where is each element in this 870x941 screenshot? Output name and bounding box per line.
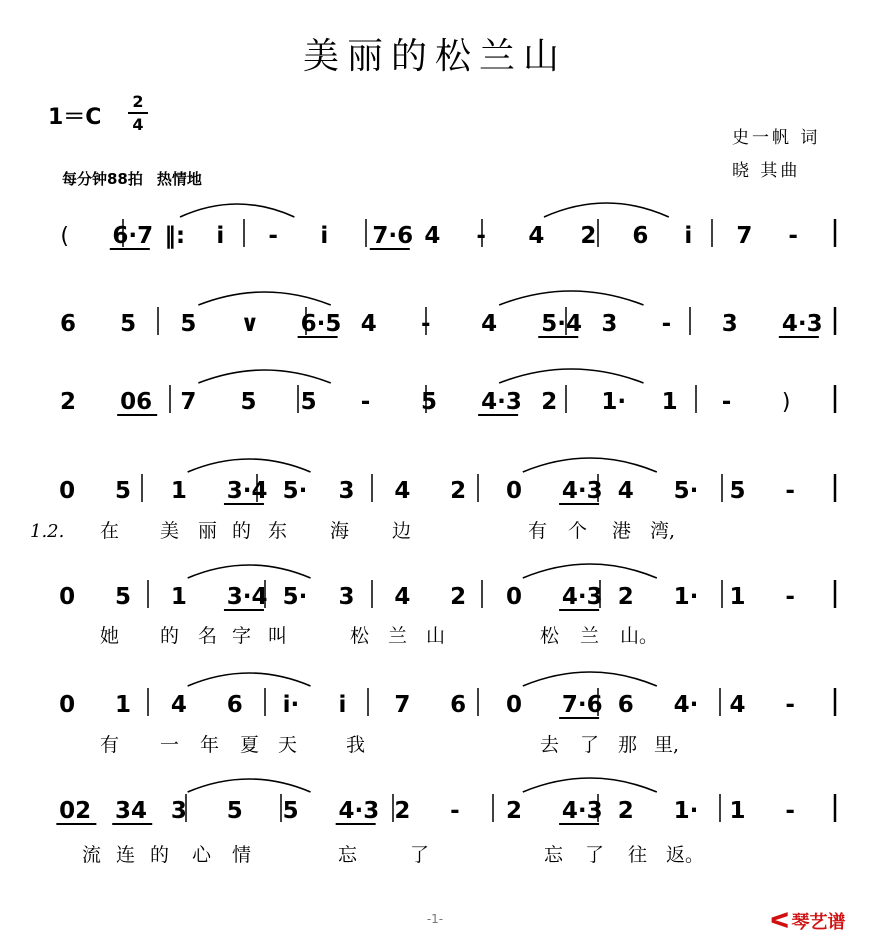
note-token: 5 <box>420 389 437 415</box>
lyric-char: 年 <box>200 734 220 756</box>
note-token: - <box>785 692 795 718</box>
meter-numerator: 2 <box>132 92 144 111</box>
note-token: i <box>338 692 347 718</box>
lyric-char: 松 <box>350 625 370 647</box>
note-token: - <box>788 223 798 249</box>
note-token: 4 <box>394 478 411 504</box>
score-row <box>59 564 835 647</box>
note-token: 0 <box>506 478 523 504</box>
slur-arc <box>188 459 311 472</box>
lyric-char: 东 <box>268 520 288 542</box>
note-token: ( <box>60 224 69 249</box>
slur-arc <box>544 203 669 217</box>
score-row <box>59 672 835 756</box>
note-token: 5·4 <box>541 311 583 337</box>
slur-arc <box>198 292 330 305</box>
note-token: 4 <box>729 692 746 718</box>
note-token: 7·6 <box>372 223 414 249</box>
slur-arc <box>188 673 311 686</box>
slur-arc <box>188 779 311 792</box>
page-number: -1- <box>426 912 444 926</box>
note-token: 4 <box>170 692 187 718</box>
note-token: 0 <box>59 584 76 610</box>
lyric-char: 忘 <box>544 844 564 866</box>
note-token: 4 <box>617 478 634 504</box>
lyric-char: 夏 <box>240 734 260 756</box>
note-token: 2 <box>617 584 634 610</box>
note-token: 2 <box>617 798 634 824</box>
note-token: 4 <box>528 223 545 249</box>
lyric-char: 湾, <box>650 520 676 542</box>
lyricist-credit: 史一帆 词 <box>732 128 821 148</box>
note-token: 1 <box>170 478 187 504</box>
score-row <box>30 458 835 542</box>
lyric-char: 兰 <box>580 625 600 647</box>
note-token: 2 <box>580 223 597 249</box>
note-token: 3 <box>338 478 355 504</box>
score-row <box>56 778 835 866</box>
slur-arc <box>499 369 643 383</box>
note-token: 0 <box>506 692 523 718</box>
note-token: 4 <box>360 311 377 337</box>
note-token: 7 <box>394 692 411 718</box>
note-token: i <box>320 223 329 249</box>
note-token: i <box>216 223 225 249</box>
score-row <box>60 291 835 337</box>
composer-credit: 晓 其曲 <box>732 161 801 181</box>
logo-icon: ᐸ <box>770 909 790 934</box>
lyric-char: 山。 <box>620 625 659 647</box>
note-token: 1 <box>115 692 132 718</box>
slur-arc <box>523 672 657 686</box>
note-token: - <box>721 389 732 415</box>
note-token: 4·3 <box>561 798 603 824</box>
note-token: 2 <box>60 389 77 415</box>
slur-arc <box>499 291 643 305</box>
note-token: 4·3 <box>561 478 603 504</box>
note-token: 4 <box>481 311 498 337</box>
lyric-char: 忘 <box>338 844 358 866</box>
note-token: 1 <box>729 798 746 824</box>
slur-arc <box>523 458 657 472</box>
note-token: 5 <box>120 311 137 337</box>
slur-arc <box>523 564 657 578</box>
note-token: 5 <box>180 311 197 337</box>
note-token: 1 <box>661 389 678 415</box>
lyric-char: 山 <box>426 625 446 647</box>
lyric-char: 丽 <box>198 520 218 542</box>
slur-arc <box>523 778 657 792</box>
note-token: 7 <box>180 389 197 415</box>
lyric-char: 一 <box>160 734 180 756</box>
note-token: 2 <box>450 478 467 504</box>
note-token: 1 <box>170 584 187 610</box>
watermark-logo <box>770 908 846 934</box>
note-token: 4 <box>394 584 411 610</box>
note-token: - <box>785 798 795 824</box>
note-token: 2 <box>450 584 467 610</box>
note-token: ) <box>781 390 791 415</box>
note-token: 6 <box>617 692 634 718</box>
note-token: - <box>476 223 486 249</box>
note-token: 5 <box>226 798 243 824</box>
note-token: 4·3 <box>338 798 380 824</box>
tempo-mood: 热情地 <box>156 170 202 188</box>
note-token: 2 <box>506 798 523 824</box>
lyric-char: 情 <box>232 844 252 866</box>
lyric-char: 了 <box>580 734 600 756</box>
note-token: 6 <box>450 692 467 718</box>
note-token: 6 <box>226 692 243 718</box>
note-token: 3 <box>338 584 355 610</box>
note-token: 5· <box>673 478 699 504</box>
note-token: i· <box>282 692 300 718</box>
note-token: 6 <box>60 311 77 337</box>
note-token: 3 <box>601 311 618 337</box>
lyric-char: 个 <box>568 520 588 542</box>
note-token: 3·4 <box>226 478 268 504</box>
note-token: 02 <box>59 798 92 824</box>
note-token: 0 <box>506 584 523 610</box>
note-token: 5· <box>282 584 308 610</box>
lyric-char: 去 <box>540 734 560 756</box>
note-token: 6 <box>632 223 649 249</box>
note-token: 2 <box>541 389 558 415</box>
note-token: 2 <box>394 798 411 824</box>
note-token: ∨ <box>240 311 260 337</box>
note-token: 4·3 <box>481 389 522 415</box>
note-token: 5 <box>282 798 299 824</box>
key-signature: 1＝C <box>48 105 102 130</box>
slur-arc <box>188 565 311 578</box>
score-row <box>60 369 835 415</box>
lyric-char: 字 <box>232 625 252 647</box>
note-token: 4· <box>673 692 699 718</box>
note-token: 1· <box>673 798 699 824</box>
lyric-char: 的 <box>150 844 170 866</box>
lyric-char: 天 <box>278 734 298 756</box>
verse-number: 1.2. <box>30 521 65 542</box>
lyric-char: 了 <box>410 844 430 866</box>
note-token: 7·6 <box>561 692 603 718</box>
note-token: 4 <box>424 223 441 249</box>
note-token: - <box>360 389 371 415</box>
lyric-char: 在 <box>100 520 120 542</box>
note-token: - <box>785 584 795 610</box>
lyric-char: 兰 <box>388 625 408 647</box>
lyric-char: 有 <box>528 520 548 542</box>
lyric-char: 我 <box>346 734 366 756</box>
note-token: - <box>268 223 278 249</box>
note-token: ‖: <box>164 223 186 249</box>
lyric-char: 的 <box>160 625 180 647</box>
note-token: - <box>450 798 460 824</box>
note-token: 34 <box>115 798 148 824</box>
note-token: - <box>661 311 672 337</box>
lyric-char: 松 <box>540 625 560 647</box>
note-token: i <box>684 223 693 249</box>
lyric-char: 有 <box>100 734 120 756</box>
slur-arc <box>180 204 294 217</box>
lyric-char: 名 <box>198 625 218 647</box>
lyric-char: 里, <box>654 734 680 756</box>
note-token: 6·5 <box>300 311 342 337</box>
lyric-char: 港 <box>612 520 632 542</box>
lyric-char: 流 <box>82 844 102 866</box>
lyric-char: 返。 <box>666 844 705 866</box>
lyric-char: 叫 <box>268 625 288 647</box>
note-token: 3 <box>721 311 738 337</box>
lyric-char: 美 <box>160 520 180 542</box>
lyric-char: 连 <box>116 844 136 866</box>
note-token: 7 <box>736 223 753 249</box>
lyric-char: 了 <box>585 844 605 866</box>
lyric-char: 的 <box>232 520 252 542</box>
meter-denominator: 4 <box>132 115 144 134</box>
watermark-text: 琴艺谱 <box>791 912 846 933</box>
lyric-char: 那 <box>618 734 638 756</box>
note-token: 5· <box>282 478 308 504</box>
note-token: 5 <box>240 389 257 415</box>
note-token: 5 <box>300 389 317 415</box>
slur-arc <box>198 370 330 383</box>
lyric-char: 海 <box>330 520 350 542</box>
note-token: 4·3 <box>561 584 603 610</box>
note-token: 6·7 <box>112 223 154 249</box>
tempo-bpm: 每分钟88拍 <box>62 170 143 188</box>
note-token: 0 <box>59 478 76 504</box>
note-token: 3 <box>170 798 187 824</box>
note-token: 5 <box>729 478 746 504</box>
note-token: 0 <box>59 692 76 718</box>
note-token: 06 <box>120 389 153 415</box>
note-token: 5 <box>115 584 132 610</box>
note-token: 1 <box>729 584 746 610</box>
lyric-char: 她 <box>100 625 120 647</box>
lyric-char: 往 <box>628 844 648 866</box>
note-token: 1· <box>601 389 627 415</box>
note-token: 3·4 <box>226 584 268 610</box>
note-token: 1· <box>673 584 699 610</box>
note-token: 4·3 <box>781 311 823 337</box>
lyric-char: 边 <box>392 520 412 542</box>
lyric-char: 心 <box>192 844 212 866</box>
score-row <box>60 203 835 249</box>
note-token: - <box>785 478 795 504</box>
note-token: 5 <box>115 478 132 504</box>
note-token: - <box>420 311 431 337</box>
song-title: 美丽的松兰山 <box>302 36 567 77</box>
